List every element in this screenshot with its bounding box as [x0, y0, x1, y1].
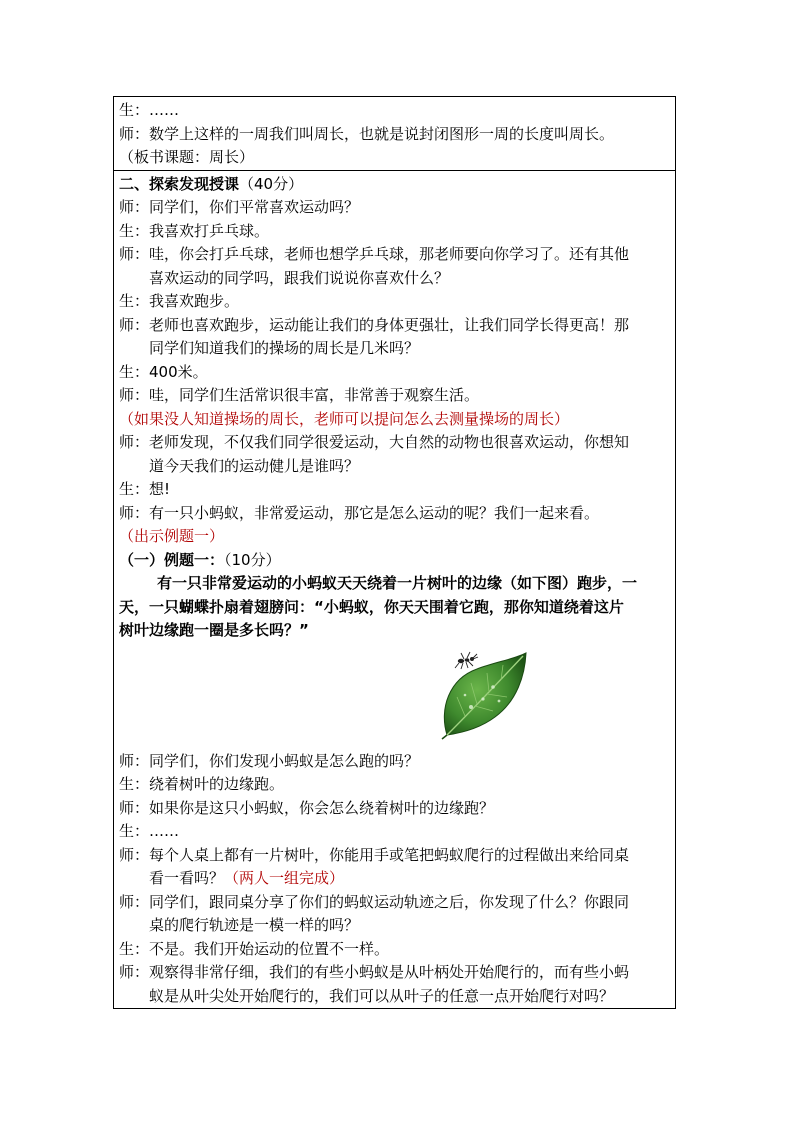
dialogue-line: 生：我喜欢跑步。 — [119, 292, 240, 310]
dialogue-line: 师：如果你是这只小蚂蚁，你会怎么绕着树叶的边缘跑？ — [119, 798, 495, 817]
example-heading-title: （一）例题一： — [119, 550, 225, 569]
leaf-with-ant-icon — [437, 649, 529, 741]
dialogue-line: 师：同学们，跟同桌分享了你们的蚂蚁运动轨迹之后，你发现了什么？你跟同 — [119, 892, 630, 911]
dialogue-line: 师：观察得非常仔细，我们的有些小蚂蚁是从叶柄处开始爬行的，而有些小蚂 — [119, 963, 630, 981]
dialogue-line: 师：哇，你会打乒乓球，老师也想学乒乓球，那老师要向你学习了。还有其他 — [119, 245, 630, 263]
teacher-note: （出示例题一） — [119, 527, 225, 545]
dialogue-line-cont: 同学们知道我们的操场的周长是几米吗？ — [149, 339, 420, 357]
section-cell-explore — [114, 171, 675, 1009]
dialogue-line: 生：…… — [119, 822, 180, 840]
example-heading — [119, 549, 670, 573]
teacher-note: （两人一组完成） — [224, 869, 345, 887]
dialogue-line: 生：我喜欢打乒乓球。 — [119, 221, 270, 240]
dialogue-line: 师：每个人桌上都有一片树叶，你能用手或笔把蚂蚁爬行的过程做出来给同桌 — [119, 845, 630, 864]
lesson-plan-table — [113, 96, 676, 1009]
section-heading-time: （40分） — [239, 174, 304, 193]
dialogue-line-cont — [119, 867, 670, 891]
dialogue-line: 生：绕着树叶的边缘跑。 — [119, 775, 285, 793]
leaf-figure — [119, 643, 670, 750]
dialogue-line-cont: 喜欢运动的同学吗，跟我们说说你喜欢什么？ — [149, 268, 450, 287]
section-heading-title: 二、探索发现授课 — [119, 174, 240, 193]
example-problem-line: 有一只非常爱运动的小蚂蚁天天绕着一片树叶的边缘（如下图）跑步，一 — [157, 574, 638, 592]
dialogue-line: 师：有一只小蚂蚁，非常爱运动，那它是怎么运动的呢？我们一起来看。 — [119, 503, 600, 522]
dialogue-line: 生：想! — [119, 480, 171, 498]
dialogue-line: 生：…… — [119, 101, 180, 119]
example-problem-line: 天，一只蝴蝶扑扇着翅膀问：“小蚂蚁，你天天围着它跑，那你知道绕着这片 — [119, 597, 624, 616]
dialogue-line: 师：数学上这样的一周我们叫周长，也就是说封闭图形一周的长度叫周长。 — [119, 124, 615, 143]
dialogue-line: 生：不是。我们开始运动的位置不一样。 — [119, 939, 390, 958]
example-heading-time: （10分） — [224, 550, 281, 569]
dialogue-line-cont: 蚁是从叶尖处开始爬行的，我们可以从叶子的任意一点开始爬行对吗？ — [149, 986, 615, 1005]
ant-icon — [455, 652, 478, 669]
dialogue-line: 师：哇，同学们生活常识很丰富，非常善于观察生活。 — [119, 386, 480, 404]
dialogue-line: 师：老师也喜欢跑步，运动能让我们的身体更强壮，让我们同学长得更高！那 — [119, 315, 630, 334]
dialogue-text: 看一看吗？ — [149, 869, 225, 887]
dialogue-line-cont: 道今天我们的运动健儿是谁吗？ — [149, 456, 360, 475]
dialogue-line: 师：同学们，你们发现小蚂蚁是怎么跑的吗？ — [119, 751, 420, 770]
dialogue-line: 师：老师发现，不仅我们同学很爱运动，大自然的动物也很喜欢运动，你想知 — [119, 433, 630, 451]
board-note: （板书课题：周长） — [119, 148, 255, 166]
dialogue-line: 生：400米。 — [119, 362, 208, 381]
teacher-note: （如果没人知道操场的周长，老师可以提问怎么去测量操场的周长） — [119, 409, 570, 428]
section-cell-intro — [114, 97, 675, 171]
dialogue-line-cont: 桌的爬行轨迹是一模一样的吗？ — [149, 916, 360, 934]
example-problem-line: 树叶边缘跑一圈是多长吗？” — [119, 621, 309, 639]
section-heading — [119, 173, 670, 197]
dialogue-line: 师：同学们，你们平常喜欢运动吗？ — [119, 198, 360, 216]
